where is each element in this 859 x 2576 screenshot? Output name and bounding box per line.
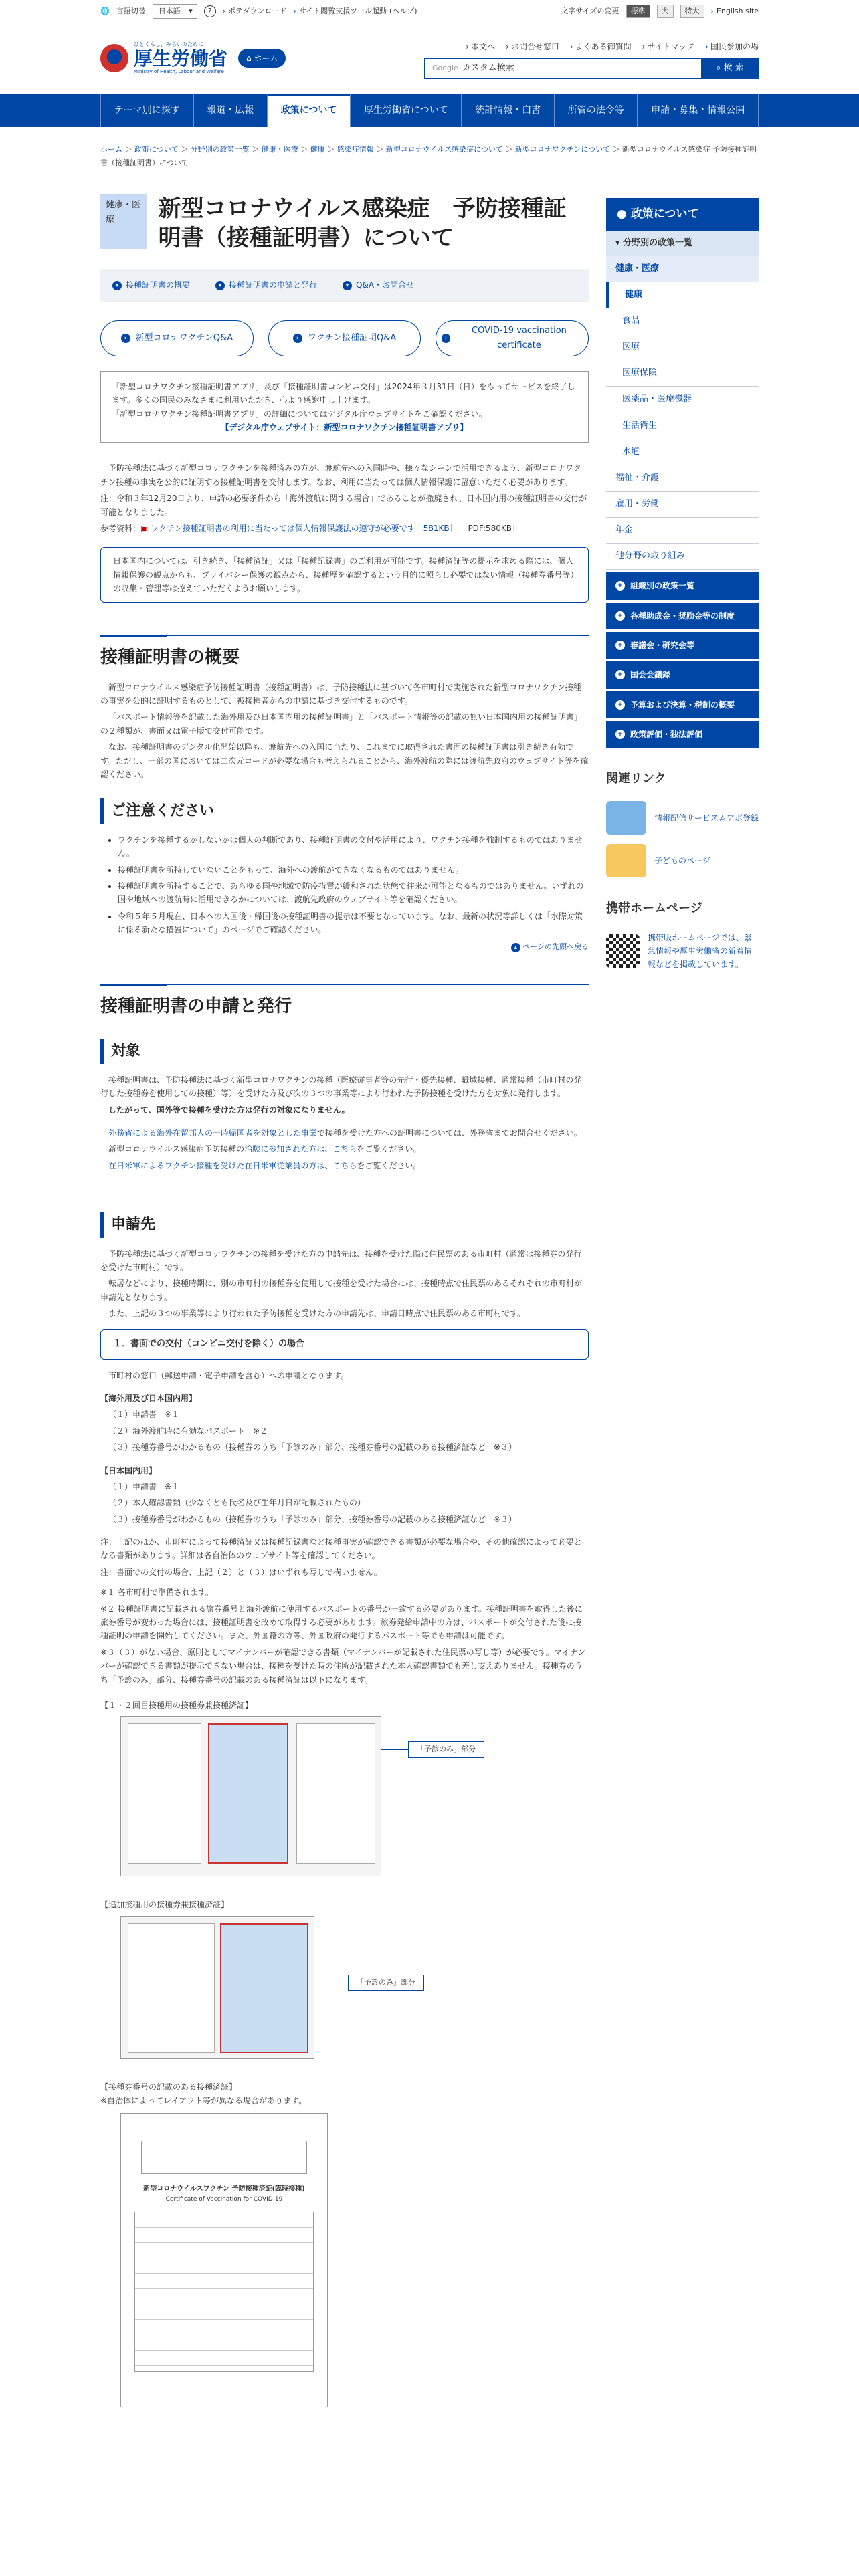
sidebar-group-label: 審議会・研究会等 xyxy=(630,640,695,650)
privacy-pdf-link[interactable]: ワクチン接種証明書の利用に当たっては個人情報保護法の遵守が必要です［581KB］ xyxy=(151,523,458,533)
caution-item: • 令和５年５月現在、日本への入国後・帰国後の接種証明書の提示は不要となっています。なお、最新の状況等詳しくは「水際対策に係る新たな措置について」のページでご確認ください。 xyxy=(118,909,589,937)
arrow-icon: › xyxy=(705,42,708,51)
site-logo[interactable] xyxy=(100,40,286,76)
chevron-right-icon: › xyxy=(442,334,450,343)
logo-tagline: ひとくらし、みらいのために xyxy=(134,41,203,47)
related-link-mail[interactable] xyxy=(606,801,759,835)
sidebar-category-label: 分野別の政策一覧 xyxy=(623,237,693,248)
english-site-label: English site xyxy=(716,6,759,15)
apply-text: 転居などにより、接種時期に、別の市町村の接種券を使用して接種を受けた場合には、接種時点で住民票のあるそれぞれの市町村が申請先となります。 xyxy=(100,1279,583,1302)
figure2-callout: 「予診のみ」部分 xyxy=(348,1975,424,1992)
sidebar-item-label: 医療保険 xyxy=(622,368,658,379)
requirement-item: （３）接種券番号がわかるもの（接種券のうち「予診のみ」部分、接種券番号の記載のある接種済証など ※３） xyxy=(108,1514,517,1524)
intro-text: 予防接種法に基づく新型コロナワクチンを接種済みの方が、渡航先への入国時や、様々なシーンで活用できるよう、新型コロナワクチン接種の事実を公的に証明する接種証明書を交付します。なお、利用に当たっては個人情報保護に留意いただく必要があります。 xyxy=(100,463,581,487)
mhlw-logo-icon xyxy=(100,44,128,72)
english-site-link[interactable] xyxy=(711,5,759,18)
sidebar-item-label: 雇用・労働 xyxy=(615,498,660,509)
anchor-label: 接種証明書の概要 xyxy=(126,280,191,290)
sidebar xyxy=(606,198,759,981)
sidebar-group-org[interactable] xyxy=(606,572,759,599)
arrow-icon: › xyxy=(466,42,469,51)
plus-icon: + xyxy=(615,641,625,650)
vaccination-ticket-image xyxy=(120,1716,381,1876)
header-nav-contact[interactable] xyxy=(506,40,559,53)
target-title: 対象 xyxy=(100,1039,589,1063)
target-line-text: をご覧ください。 xyxy=(357,1160,421,1170)
figure1-callout: 「予診のみ」部分 xyxy=(408,1741,484,1758)
menu-icon: ● xyxy=(617,207,627,221)
breadcrumb-item[interactable]: 分野別の政策一覧 xyxy=(190,145,250,154)
note-item: 注：書面での交付の場合、上記（２）と（３）はいずれも写しで構いません。 xyxy=(100,1567,382,1577)
sidebar-item-label: 年金 xyxy=(615,524,634,535)
figure3-note: ※自治体によってレイアウト等が異なる場合があります。 xyxy=(100,2096,307,2106)
search-form xyxy=(424,58,759,79)
sidebar-group-grants[interactable] xyxy=(606,603,759,629)
search-icon: ⌕ xyxy=(716,63,721,73)
caution-item: • 接種証明書を所持することで、あらゆる国や地域で防疫措置が緩和された状態で往来が可能となるものではありません。いずれの国や地域への渡航時に活用できるかについては、渡航先政府のウェブサイト等を確認ください。 xyxy=(118,879,589,907)
sidebar-item-label: 水道 xyxy=(622,446,640,457)
header-nav-faq[interactable] xyxy=(570,40,632,53)
header-nav-label: 国民参加の場 xyxy=(710,42,759,51)
google-label: Google xyxy=(432,64,458,72)
sidebar-item-label: 医療 xyxy=(622,342,640,352)
header-nav-main[interactable] xyxy=(466,40,495,53)
figure3-caption: 【接種券番号の記載のある接種済証】 xyxy=(100,2082,237,2092)
section-apply-title: 接種証明書の申請と発行 xyxy=(100,984,589,1021)
page-anchors xyxy=(100,269,589,301)
sidebar-item-label: 食品 xyxy=(622,316,640,326)
pdf-size: ［PDF:580KB］ xyxy=(460,523,520,533)
mobile-link[interactable] xyxy=(606,931,759,972)
vaccination-certificate-image xyxy=(120,2113,328,2407)
sidebar-item-drugs[interactable] xyxy=(606,387,759,413)
arrow-icon: › xyxy=(222,6,226,15)
category-tag: 健康・医療 xyxy=(100,194,147,249)
pill-label: COVID-19 vaccination certificate xyxy=(472,325,567,350)
header-nav-participation[interactable] xyxy=(705,40,759,53)
sidebar-group-label: 組織別の政策一覧 xyxy=(630,581,695,591)
search-input[interactable] xyxy=(424,58,701,79)
header-nav xyxy=(466,40,759,53)
figure1-caption: 【１・２回目接種用の接種券兼接種済証】 xyxy=(100,1700,254,1710)
covid-cert-en-button[interactable] xyxy=(436,320,589,356)
lang-icon: 🌐 xyxy=(100,6,110,15)
anchor-overview[interactable] xyxy=(112,278,190,292)
sidebar-item-medical[interactable] xyxy=(606,334,759,360)
certificate-qa-button[interactable] xyxy=(268,320,421,356)
arrow-icon: › xyxy=(642,42,646,51)
figure2 xyxy=(100,1916,589,2063)
sidebar-item-labour[interactable] xyxy=(606,492,759,518)
arrow-icon: › xyxy=(569,42,573,51)
target-line-text: をご覧ください。 xyxy=(357,1144,421,1154)
related-link-label: 情報配信サービスムアポ登録 xyxy=(654,813,759,823)
sidebar-category[interactable] xyxy=(606,231,759,256)
logo-english: Ministry of Health, Labour and Welfare xyxy=(134,68,224,74)
caution-item: • 接種証明書を所持していないことをもって、海外への渡航ができなくなるものではありません。 xyxy=(118,863,589,877)
digital-agency-link[interactable]: 【デジタル庁ウェブサイト：新型コロナワクチン接種証明書アプリ】 xyxy=(221,422,468,432)
help-button[interactable]: ? xyxy=(204,5,216,17)
booster-ticket-image xyxy=(120,1916,314,2059)
fontsize-xlarge-button[interactable]: 特大 xyxy=(680,5,704,18)
gnav-theme[interactable]: テーマ別に探す xyxy=(100,94,193,127)
sidebar-item-insurance[interactable] xyxy=(606,360,759,387)
plus-icon: + xyxy=(615,581,625,591)
header-nav-label: サイトマップ xyxy=(647,42,695,51)
sidebar-item-label: 福祉・介護 xyxy=(615,472,660,483)
target-text: したがって、国外等で接種を受けた方は発行の対象になりません。 xyxy=(108,1105,350,1115)
related-link-kids[interactable] xyxy=(606,844,759,877)
sidebar-group-label: 各種助成金・奨励金等の制度 xyxy=(630,611,735,621)
chevron-right-icon: › xyxy=(121,334,130,343)
sidebar-group-label: 国会会議録 xyxy=(630,670,671,680)
target-line-text: 新型コロナウイルス感染症予防接種の xyxy=(108,1144,245,1154)
home-button[interactable]: ⌂ ホーム xyxy=(238,49,286,68)
requirement-item: （１）申請書 ※１ xyxy=(108,1410,180,1420)
fontsize-standard-button[interactable]: 標準 xyxy=(626,5,650,18)
overview-text: なお、接種証明書のデジタル化開始以降も、渡航先への入国に当たり、これまでに取得された書面の接種証明書は引き続き有効です。ただし、一部の国においては二次元コードが必要な場合も考えられることから、海外渡航の際には渡航先政府のウェブサイト等を確認ください。 xyxy=(100,742,589,779)
sidebar-item-label: 他分野の取り組み xyxy=(615,551,686,562)
section-overview-title: 接種証明書の概要 xyxy=(100,635,589,672)
apply-title: 申請先 xyxy=(100,1212,589,1237)
sidebar-group-evaluation[interactable] xyxy=(606,721,759,748)
sidebar-group-label: 政策評価・独法評価 xyxy=(630,730,703,740)
figure2-caption: 【追加接種用の接種券兼接種済証】 xyxy=(100,1900,229,1910)
arrow-icon: › xyxy=(293,6,296,15)
sidebar-header-label: 政策について xyxy=(630,207,699,221)
reference-line xyxy=(100,522,589,535)
sidebar-item-water[interactable] xyxy=(606,439,759,465)
qr-code-icon xyxy=(606,934,640,968)
utility-bar xyxy=(0,0,859,23)
intro-note: 注：令和３年12月20日より、申請の必要条件から「海外渡航に関する場合」であることが撤廃され、日本国内用の接種証明書の交付が可能となりました。 xyxy=(100,494,587,517)
accessibility-tool-label: サイト閲覧支援ツール起動 xyxy=(298,6,387,15)
sidebar-group-councils[interactable] xyxy=(606,632,759,659)
arrow-icon: › xyxy=(506,42,509,51)
mobile-text: 携帯版ホームページでは、緊急情報や厚生労働省の新着情報などを掲載しています。 xyxy=(648,932,753,970)
pill-label: 新型コロナワクチンQ&A xyxy=(135,332,233,343)
gnav-about[interactable]: 厚生労働省について xyxy=(350,94,461,127)
anchor-qa[interactable] xyxy=(343,278,414,292)
chevron-right-icon: › xyxy=(293,334,302,343)
fontsize-large-button[interactable]: 大 xyxy=(657,5,674,18)
search-button-label: 検 索 xyxy=(723,63,744,73)
lang-select[interactable]: 日本語 ▾ xyxy=(153,4,197,19)
breadcrumb: ホーム ＞ 政策について ＞ 分野別の政策一覧 ＞ 健康・医療 ＞ 健康 ＞ 感染症情報 ＞ 新型コロナウイルス感染症について ＞ 新型コロナワクチンについて ＞ 新型コロナウイルス感染症 予防接種証明書（接種証明書）について xyxy=(100,145,757,167)
requirement-item: （２）本人確認書類（少なくとも氏名及び生年月日が記載されたもの） xyxy=(108,1498,366,1508)
lang-label: 言語切替 xyxy=(116,6,146,15)
gnav-press[interactable]: 報道・広報 xyxy=(193,94,268,127)
back-to-top[interactable] xyxy=(100,941,589,954)
back-to-top-label: ページの先頭へ戻る xyxy=(522,942,589,951)
figure3-doc-en: Certificate of Vaccination for COVID-19 xyxy=(165,2195,283,2203)
breadcrumb-item[interactable]: 政策について xyxy=(134,145,179,154)
breadcrumb-item[interactable]: 健康 xyxy=(310,145,325,154)
sidebar-item-health-medical[interactable] xyxy=(606,256,759,282)
sidebar-item-welfare[interactable] xyxy=(606,465,759,492)
plus-icon: + xyxy=(615,700,625,710)
search-placeholder: カスタム検索 xyxy=(462,63,514,73)
main-content xyxy=(100,194,589,2407)
anchor-label: Q&A・お問合せ xyxy=(356,280,415,290)
chevron-down-icon: ▾ xyxy=(112,281,122,290)
sidebar-group-diet[interactable] xyxy=(606,661,759,688)
mail-service-icon xyxy=(606,801,646,835)
header xyxy=(0,23,859,94)
sidebar-item-pension[interactable] xyxy=(606,518,759,544)
breadcrumb-current: 新型コロナウイルス感染症 予防接種証明書（接種証明書）について xyxy=(100,145,757,167)
sidebar-group-budget[interactable] xyxy=(606,691,759,718)
sidebar-item-other[interactable] xyxy=(606,544,759,570)
target-text: 接種証明書は、予防接種法に基づく新型コロナワクチンの接種（医療従事者等の先行・優先接種、職域接種、通常接種（市町村の発行した接種券を使用しての接種）等）を受けた方及び次の３つの事業等により行われた予防接種を受けた方を対象に発行します。 xyxy=(100,1075,582,1099)
figure1 xyxy=(100,1716,589,1885)
arrow-icon: › xyxy=(710,6,714,15)
gnav-stats[interactable]: 統計情報・白書 xyxy=(461,94,554,127)
chevron-down-icon: ▾ xyxy=(343,281,352,290)
plus-icon: + xyxy=(615,730,625,739)
notice-text: 「新型コロナワクチン接種証明書アプリ」及び「接種証明書コンビニ交付」は2024年３月31日（日）をもってサービスを終了します。多くの国民のみなさまに利用いただき、心より感謝申し上げます。 xyxy=(112,381,575,405)
sidebar-item-label: 健康 xyxy=(625,290,643,300)
anchor-apply[interactable] xyxy=(215,278,317,292)
kids-page-icon xyxy=(606,844,646,877)
caution-item: • ワクチンを接種するかしないかは個人の判断であり、接種証明書の交付や活用により、ワクチン接種を強制するものではありません。 xyxy=(118,833,589,861)
figure3-doc-title: 新型コロナウイルスワクチン 予防接種済証(臨時接種) xyxy=(143,2185,305,2193)
caution-list xyxy=(100,833,589,937)
breadcrumb-item[interactable]: 新型コロナワクチンについて xyxy=(514,145,611,154)
breadcrumb-item[interactable]: ホーム xyxy=(100,145,122,154)
caution-title: ご注意ください xyxy=(100,798,589,823)
overview-text: 新型コロナウイルス感染症予防接種証明書（接種証明書）は、予防接種法に基づいて各市町村で実施された新型コロナワクチン接種の事実を公的に証明するものとして、被接種者からの申請に基づき交付するものです。 xyxy=(100,682,581,706)
target-line-text: で接種を受けた方への証明書については、外務省までお問合せください。 xyxy=(317,1128,582,1138)
clinical-trial-link[interactable]: 治験に参加された方は、こちら xyxy=(244,1144,357,1154)
related-link-label: 子どものページ xyxy=(654,855,710,865)
note-item: ※１ 各市町村で準備されます。 xyxy=(100,1588,213,1598)
target-line xyxy=(100,1142,589,1156)
reference-label: 参考資料： xyxy=(100,523,141,533)
global-nav xyxy=(0,94,859,127)
header-nav-label: お問合せ窓口 xyxy=(510,42,559,51)
service-end-notice xyxy=(100,371,589,443)
fontsize-label: 文字サイズの変更 xyxy=(561,6,619,15)
paper-issue-box: １．書面での交付（コンビニ交付を除く）の場合 xyxy=(100,1329,589,1359)
gnav-laws[interactable]: 所管の法令等 xyxy=(554,94,638,127)
sidebar-item-sanitation[interactable] xyxy=(606,413,759,439)
domestic-notice: 日本国内については、引き続き、「接種済証」又は「接種記録書」のご利用が可能です。接種済証等の提示を求める際には、個人情報保護の観点からも、プライバシー保護の観点から、接種歴を確認するという目的に照らし必要ではない情報（接種券番号等）の収集・管理等は控えていただくようお願いします。 xyxy=(100,547,589,603)
chevron-down-icon: ▾ xyxy=(615,237,620,248)
pill-label: ワクチン接種証明Q&A xyxy=(307,332,397,343)
vaccine-qa-button[interactable] xyxy=(100,320,254,356)
home-label: ホーム xyxy=(254,53,278,63)
plugin-download-label: ポテダウンロード xyxy=(228,6,287,15)
target-line xyxy=(100,1159,589,1172)
accessibility-help-label: (ヘルプ) xyxy=(389,6,417,15)
logo-text: 厚生労働省 xyxy=(134,47,228,70)
overview-text: 「パスポート情報等を記載した海外用及び日本国内用の接種証明書」と「パスポート情報等の記載の無い日本国内用の接種証明書」の２種類が、書面又は電子版で交付可能です。 xyxy=(100,712,583,736)
header-nav-label: よくある御質問 xyxy=(575,42,632,51)
domestic-title: 【日本国内用】 xyxy=(100,1465,157,1475)
mofa-link[interactable]: 外務省による海外在留邦人の一時帰国者を対象とした事業 xyxy=(108,1128,318,1138)
apply-text: 予防接種法に基づく新型コロナワクチンの接種を受けた方の申請先は、接種を受けた際に住民票のある市町村（通常は接種券の発行を受けた市町村）です。 xyxy=(100,1249,582,1272)
sidebar-item-health[interactable] xyxy=(606,282,759,308)
plugin-download-link[interactable] xyxy=(223,5,287,18)
accessibility-tool-link[interactable] xyxy=(294,5,417,18)
anchor-label: 接種証明書の申請と発行 xyxy=(229,280,318,290)
header-nav-label: 本文へ xyxy=(471,42,496,51)
header-nav-sitemap[interactable] xyxy=(642,40,695,53)
note-item: ※２ 接種証明書に記載される旅券番号と海外渡航に使用するパスポートの番号が一致する必要があります。接種証明書を取得した後に旅券番号が変わった場合には、接種証明書を改めて取得する必要があります。旅券発給申請中の方は、パスポートが交付された後に接種証明の申請を開始してください。また、外国籍の方等、外国政府の発行するパスポート等でも申請は可能です。 xyxy=(100,1604,583,1641)
note-item: 注：上記のほか、市町村によって接種済証又は接種記録書など接種事実が確認できる書類が必要な場合や、その他確認によって必要となる書類があります。詳細は各自治体のウェブサイト等を確認してください。 xyxy=(100,1537,582,1561)
note-item: ※３（３）がない場合、原則としてマイナンバーが確認できる書類（マイナンバーが記載された住民票の写し等）が必要です。マイナンバーが確認できる書類が提示できない場合は、接種を受けた時の住所が記載された本人確認書類でも差し支えありません。接種券のうち「予診のみ」部分、接種券番号の記載のある接種済証は以下になります。 xyxy=(100,1647,585,1685)
sidebar-item-food[interactable] xyxy=(606,308,759,334)
paper-issue-text: 市町村の窓口（郵送申請・電子申請を含む）への申請となります。 xyxy=(108,1370,349,1380)
chevron-up-icon: ▴ xyxy=(511,943,520,952)
requirement-item: （１）申請書 ※１ xyxy=(108,1481,180,1491)
pdf-icon: ▣ xyxy=(140,523,149,533)
mobile-title: 携帯ホームページ xyxy=(606,899,759,924)
requirement-item: （３）接種券番号がわかるもの（接種券のうち「予診のみ」部分、接種券番号の記載のある接種済証など ※３） xyxy=(108,1442,517,1453)
usfj-link[interactable]: 在日米軍によるワクチン接種を受けた在日米軍従業員の方は、こちら xyxy=(108,1160,357,1170)
page-title: 新型コロナウイルス感染症 予防接種証明書（接種証明書）について xyxy=(158,195,567,252)
breadcrumb-item[interactable]: 感染症情報 xyxy=(337,145,374,154)
breadcrumb-item[interactable]: 新型コロナウイルス感染症について xyxy=(385,145,503,154)
sidebar-item-label: 生活衛生 xyxy=(622,420,658,431)
target-line xyxy=(100,1126,589,1140)
plus-icon: + xyxy=(615,670,625,679)
sidebar-group-label: 予算および決算・税制の概要 xyxy=(630,700,735,710)
gnav-apply[interactable]: 申請・募集・情報公開 xyxy=(637,94,759,127)
related-links-title: 関連リンク xyxy=(606,769,759,794)
search-button[interactable] xyxy=(701,58,759,79)
apply-text: また、上記の３つの事業等により行われた予防接種を受けた方の申請先は、申請日時点で住民票のある市町村です。 xyxy=(108,1309,526,1319)
notice-text: 「新型コロナワクチン接種証明書アプリ」の詳細についてはデジタル庁ウェブサイトをご確認ください。 xyxy=(112,409,487,419)
gnav-policy[interactable]: 政策について xyxy=(267,94,350,127)
overseas-title: 【海外用及び日本国内用】 xyxy=(100,1393,197,1403)
breadcrumb-item[interactable]: 健康・医療 xyxy=(261,145,298,154)
sidebar-header xyxy=(606,198,759,231)
requirement-item: （２）海外渡航時に有効なパスポート ※２ xyxy=(108,1426,268,1436)
plus-icon: + xyxy=(615,611,625,621)
sidebar-item-label: 医薬品・医療機器 xyxy=(622,394,692,405)
sidebar-item-label: 健康・医療 xyxy=(615,263,660,274)
chevron-down-icon: ▾ xyxy=(215,281,225,290)
